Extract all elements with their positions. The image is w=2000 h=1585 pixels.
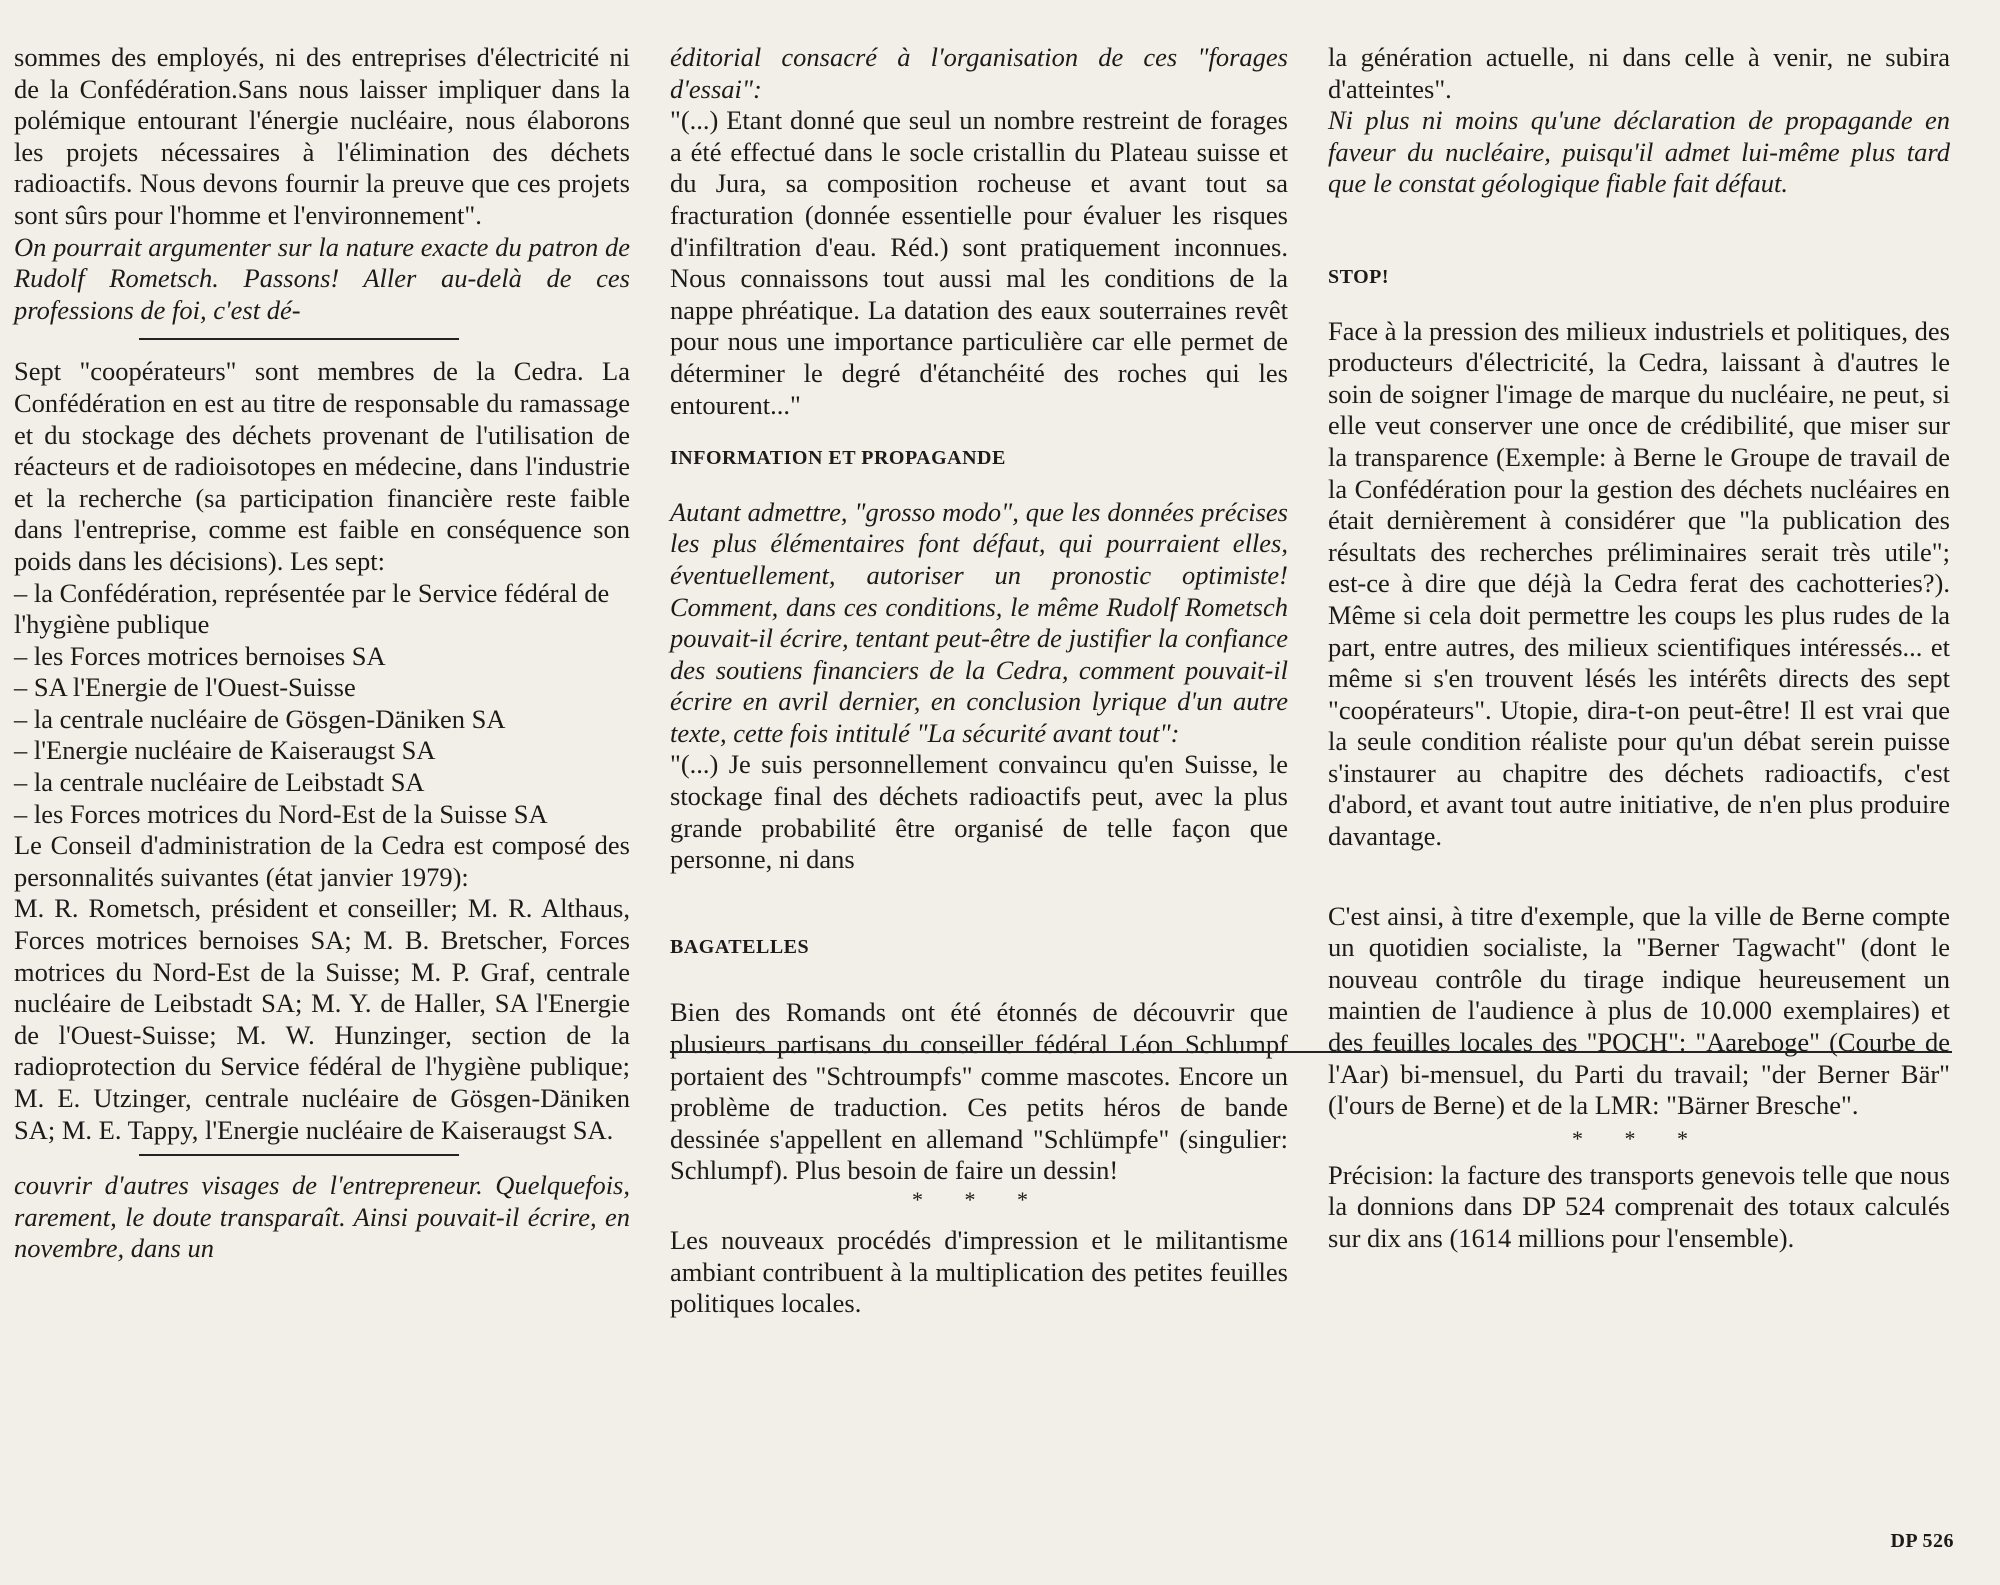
col3-stop-paragraph: Face à la pression des milieux industriels et politiques, des producteurs d'électricité, la Cedra, laissant à d'autres le soin de soigner l'image de marque du nucléaire, ne peut, si elle veut conserver une once de crédibilité, que miser sur la transparence (Exemple: à Berne le Groupe de travail de la Confédération pour la gestion des déchets nucléaires en était dernièrement à considérer que "la publication des résultats des recherches préliminaires serait très utile"; est-ce à dire que déjà la Cedra ferat des cachotteries?). Même si cela doit permettre les coups les plus rudes de la part, entre autres, des milieux scientifiques intéressés... et même si s'en trouvent lésés les intérêts directs des sept "coopérateurs". Utopie, dira-t-on peut-être! Il est vrai que la seule condition réaliste pour qu'un débat serein puisse s'instaurer au chapitre des déchets radioactifs, c'est d'abord, et avant tout autre initiative, de n'en plus produire davantage.: [1328, 315, 1950, 852]
col3-precision-paragraph: Précision: la facture des transports genevois telle que nous la donnions dans DP 524 comprenait des totaux calculés sur dix ans (1614 millions pour l'ensemble).: [1328, 1159, 1950, 1253]
col2-bagatelles-paragraph: Bien des Romands ont été étonnés de découvrir que plusieurs partisans du conseiller fédéral Léon Schlumpf portaient des "Schtroumpfs" comme mascotes. Encore un problème de traduction. Ces petits héros de bande dessinée s'appellent en allemand "Schlümpfe" (singulier: Schlumpf). Plus besoin de faire un dessin!: [670, 997, 1288, 1186]
column-1: [14, 42, 630, 1265]
col3-top-paragraph: la génération actuelle, ni dans celle à venir, ne subira d'atteintes".: [1328, 42, 1950, 104]
col1-cooperators-paragraph: Sept "coopérateurs" sont membres de la Cedra. La Confédération en est au titre de responsable du ramassage et du stockage des déchets provenant de l'utilisation de réacteurs et de radioisotopes en médecine, dans l'industrie et la recherche (sa participation financière reste faible dans l'entreprise, comme est faible en conséquence son poids dans les décisions). Les sept:: [14, 356, 630, 576]
column-2: [670, 42, 1288, 1320]
members-list: [14, 578, 630, 831]
list-item: – SA l'Energie de l'Ouest-Suisse: [14, 672, 356, 703]
col1-board-intro: Le Conseil d'administration de la Cedra est composé des personnalités suivantes (état janvier 1979):: [14, 830, 630, 892]
list-item: – la centrale nucléaire de Gösgen-Däniken SA: [14, 703, 506, 734]
list-item: – la centrale nucléaire de Leibstadt SA: [14, 767, 425, 798]
list-item: – les Forces motrices du Nord-Est de la Suisse SA: [14, 798, 548, 829]
col1-board-members: M. R. Rometsch, président et conseiller; M. R. Althaus, Forces motrices bernoises SA; M. B. Bretscher, Forces motrices du Nord-Est de la Suisse; M. P. Graf, centrale nucléaire de Leibstadt SA; M. Y. de Haller, SA l'Energie de l'Ouest-Suisse; M. W. Hunzinger, section de la radioprotection du Service fédéral de l'hygiène publique; M. E. Utzinger, centrale nucléaire de Gösgen-Däniken SA; M. E. Tappy, l'Energie nucléaire de Kaiseraugst SA.: [14, 893, 630, 1145]
heading-bagatelles: BAGATELLES: [670, 935, 810, 958]
list-item: – la Confédération, représentée par le Service fédéral de l'hygiène publique: [14, 577, 610, 640]
col3-italic-paragraph: Ni plus ni moins qu'une déclaration de propagande en faveur du nucléaire, puisqu'il admet lui-même plus tard que le constat géologique fiable fait défaut.: [1328, 105, 1950, 199]
col1-intro-paragraph: sommes des employés, ni des entreprises d'électricité ni de la Confédération.Sans nous laisser impliquer dans la polémique entourant l'énergie nucléaire, nous élaborons les projets nécessaires à l'élimination des déchets radioactifs. Nous devons fournir la preuve que ces projets sont sûrs pour l'homme et l'environnement".: [14, 42, 630, 230]
col1-divider-bottom: [139, 1154, 459, 1156]
section-separator-stars: * * *: [912, 1187, 1046, 1212]
col1-italic-paragraph: On pourrait argumenter sur la nature exacte du patron de Rudolf Rometsch. Passons! Aller au-delà de ces professions de foi, c'est dé-: [14, 231, 630, 325]
heading-stop: STOP!: [1328, 265, 1390, 288]
col2-info-italic: Autant admettre, "grosso modo", que les données précises les plus élémentaires font défaut, qui pourraient elles, éventuellement, autoriser un pronostic optimiste! Comment, dans ces conditions, le même Rudolf Rometsch pouvait-il écrire, tentant peut-être de justifier la confiance des soutiens financiers de la Cedra, comment pouvait-il écrire en avril dernier, en conclusion lyrique d'un autre texte, cette fois intitulé "La sécurité avant tout":: [670, 496, 1288, 748]
issue-tag: DP 526: [1890, 1530, 1954, 1552]
heading-information-propagande: INFORMATION ET PROPAGANDE: [670, 447, 1006, 470]
col1-divider-top: [139, 338, 459, 340]
list-item: – les Forces motrices bernoises SA: [14, 640, 386, 671]
col2-quote-2: "(...) Je suis personnellement convaincu qu'en Suisse, le stockage final des déchets radioactifs peut, avec la plus grande probabilité être organisé de telle façon que personne, ni dans: [670, 749, 1288, 875]
col2-top-italic: éditorial consacré à l'organisation de ces "forages d'essai":: [670, 42, 1288, 104]
col2-impression-paragraph: Les nouveaux procédés d'impression et le militantisme ambiant contribuent à la multiplication des petites feuilles politiques locales.: [670, 1225, 1288, 1319]
col3-berne-paragraph: C'est ainsi, à titre d'exemple, que la ville de Berne compte un quotidien socialiste, la "Berner Tagwacht" (dont le nouveau contrôle du tirage indique heureusement un maintien de l'audience à plus de 10.000 exemplaires) et des feuilles locales des "POCH": "Aareboge" (Courbe de l'Aar) bi-mensuel, du Parti du travail; "der Berner Bär" (l'ours de Berne) et de la LMR: "Bärner Bresche".: [1328, 900, 1950, 1121]
col1-bottom-italic: couvrir d'autres visages de l'entrepreneur. Quelquefois, rarement, le doute transparaît. Ainsi pouvait-il écrire, en novembre, dans un: [14, 1170, 630, 1264]
section-divider-rule: [670, 1051, 1952, 1053]
section-separator-stars: * * *: [1572, 1125, 1706, 1151]
column-3: [1328, 42, 1950, 1255]
col2-quote-1: "(...) Etant donné que seul un nombre restreint de forages a été effectué dans le socle cristallin du Plateau suisse et du Jura, sa composition rocheuse et avant tout sa fracturation (donnée essentielle pour évaluer les risques d'infiltration d'eau. Réd.) sont pratiquement inconnues. Nous connaissons tout aussi mal les conditions de la nappe phréatique. La datation des eaux souterraines revêt pour nous une importance particulière car elle permet de déterminer le degré d'étanchéité des roches qui les entourent...": [670, 105, 1288, 420]
list-item: – l'Energie nucléaire de Kaiseraugst SA: [14, 735, 436, 766]
